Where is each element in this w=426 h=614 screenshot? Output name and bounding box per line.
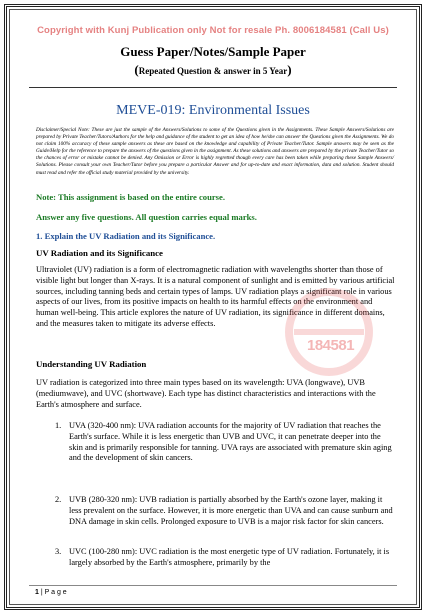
footer-separator: | [38, 589, 45, 596]
subtitle-text: Repeated Question & answer in 5 Year [138, 66, 288, 76]
question-1: 1. Explain the UV Radiation and its Significance. [36, 231, 216, 241]
subtitle-close-paren: ) [287, 62, 292, 77]
watermark-phone: 184581 [307, 337, 355, 354]
page-label: P a g e [44, 589, 67, 596]
copyright-header: Copyright with Kunj Publication only Not for resale Ph. 8006184581 (Call Us) [37, 25, 389, 36]
answer-instruction: Answer any five questions. All question carries equal marks. [36, 212, 257, 222]
list-item-number: 1. [55, 421, 62, 430]
footer-divider [29, 585, 397, 586]
header-divider [29, 87, 397, 88]
subtitle-open-paren: ( [134, 62, 139, 77]
intro-paragraph: Ultraviolet (UV) radiation is a form of electromagnetic radiation with wavelengths shorter than those of visible light but longer than X-rays. It is a natural component of sunlight and is emitted by various artificial sources, including tanning beds and certain types of lamps. UV radiation plays a significant role in various aspects of our lives, from its positive impacts on health to its harmful effects on the environment and human well-being. This article explores the nature of UV radiation, its significance in different domains, and the measures taken to mitigate its adverse effects. [36, 265, 395, 328]
watermark-logo-icon [269, 287, 389, 377]
list-item-number: 2. [55, 495, 62, 504]
list-item-number: 3. [55, 547, 62, 556]
section-heading-uv: UV Radiation and its Significance [36, 248, 163, 258]
types-paragraph: UV radiation is categorized into three main types based on its wavelength: UVA (longwave), UVB (mediumwave), and UVC (shortwave). Each type has distinct characteristics and interactions with the Earth's atmosphere and surface. [36, 378, 376, 409]
list-item-text: UVA (320-400 nm): UVA radiation accounts for the majority of UV radiation that reaches the Earth's surface. While it is less energetic than UVB and UVC, it can penetrate deeper into the skin and is primarily responsible for tanning. UVA rays are associated with premature skin aging and the development of skin cancers. [69, 421, 392, 463]
course-title: MEVE-019: Environmental Issues [116, 103, 310, 118]
document-page [4, 4, 422, 610]
list-item-text: UVC (100-280 nm): UVC radiation is the most energetic type of UV radiation. Fortunately, it is largely absorbed by the Earth's atmosphere, primarily by the [69, 547, 390, 567]
disclaimer-text: Disclaimer/Special Note: These are just the sample of the Answers/Solutions to some of the Questions given in the Assignments. These Sample Answers/Solutions are prepared by Private Teacher/Tutors/Authors for the help and guidance of the student to get an idea of how he/she can answer the Questions given the Assignments. We do not claim 100% accuracy of these sample answers as these are based on the knowledge and capability of Private Teacher/Tutor. Sample answers may be seen as the Guide/Help for the reference to prepare the answers of the questions given in the assignment. As these solutions and answers are prepared by the private Teacher/Tutor so the chances of error or mistake cannot be denied. Any Omission or Error is highly regretted though every care has been taken while preparing these Sample Answers/ Solutions. Please consult your own Teacher/Tutor before you prepare a particular Answer and for up-to-date and exact information, data and solution. Student should must read and refer the official study material provided by the university. [36, 127, 394, 176]
list-item-text: UVB (280-320 nm): UVB radiation is partially absorbed by the Earth's ozone layer, making it less prevalent on the surface. However, it is more energetic than UVA and can cause sunburn and DNA damage in skin cells. Prolonged exposure to UVB is a major risk factor for skin cancers. [69, 495, 393, 526]
page-number: 1 [35, 589, 39, 596]
document-title: Guess Paper/Notes/Sample Paper [120, 44, 306, 59]
section-heading-understanding: Understanding UV Radiation [36, 359, 147, 369]
assignment-note: Note: This assignment is based on the entire course. [36, 192, 225, 202]
document-subtitle [7, 62, 419, 78]
page-footer [35, 589, 67, 596]
